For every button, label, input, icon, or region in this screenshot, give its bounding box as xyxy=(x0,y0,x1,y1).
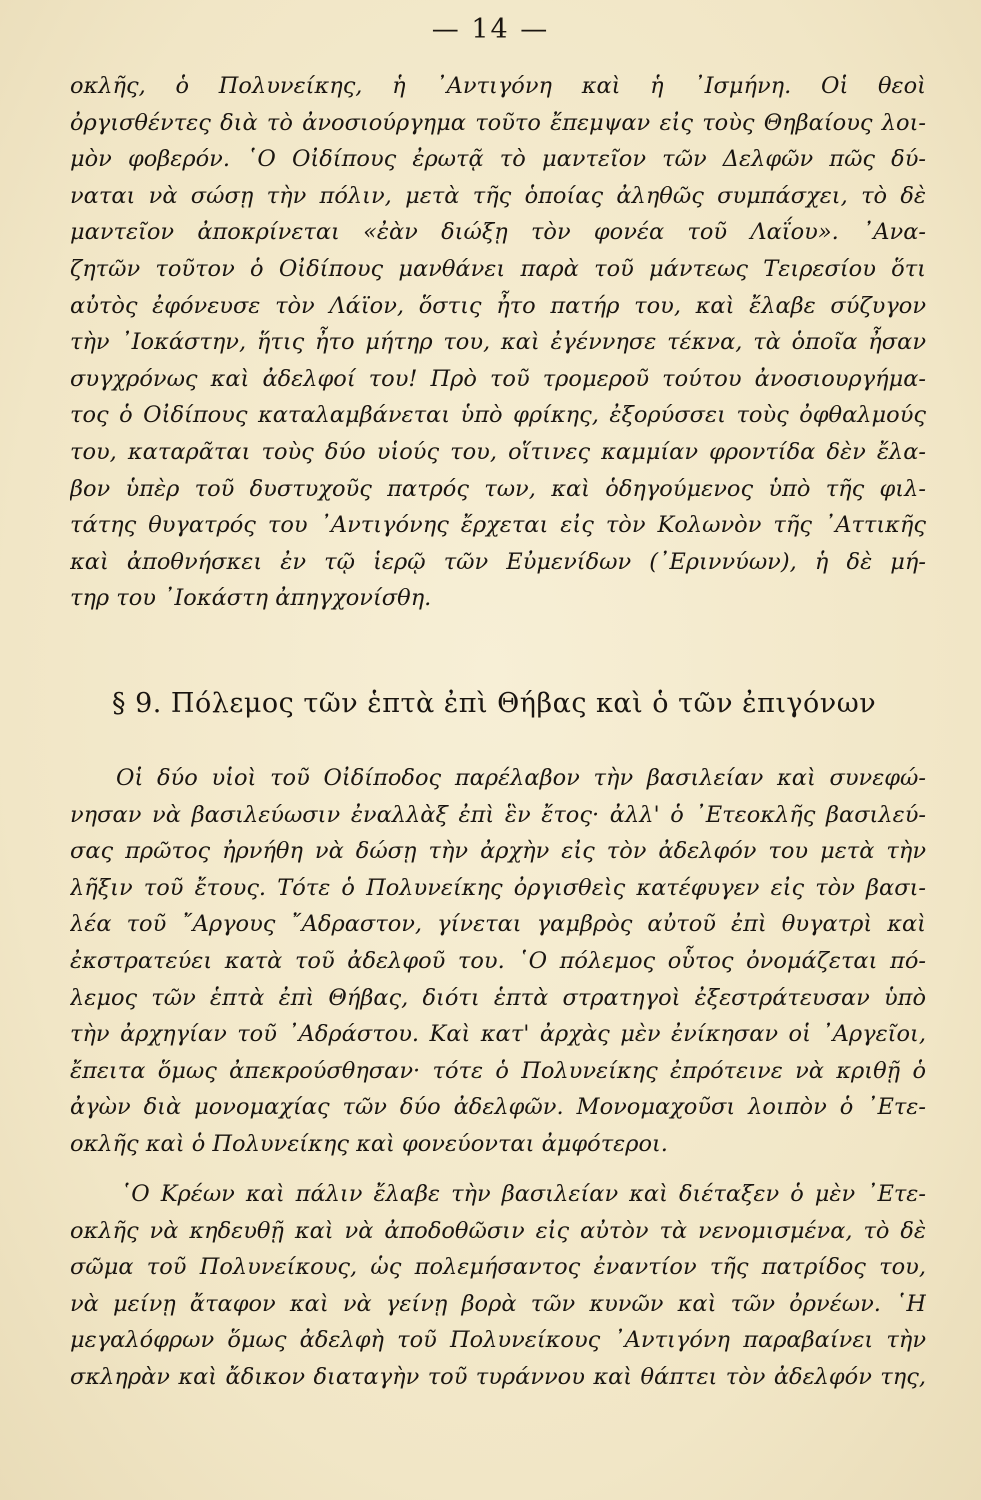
text-line: λῆξιν τοῦ ἔτους. Τότε ὁ Πολυνείκης ὀργισθεὶς κατέφυγεν εἰς τὸν βασι- xyxy=(70,874,926,901)
paragraph-seven-against-thebes xyxy=(70,797,926,1163)
text-line: καὶ ἀποθνήσκει ἐν τῷ ἱερῷ τῶν Εὐμενίδων (᾿Εριννύων), ἡ δὲ μή- xyxy=(70,548,926,575)
text-line: σκληρὰν καὶ ἄδικον διαταγὴν τοῦ τυράννου καὶ θάπτει τὸν ἀδελφόν της, xyxy=(70,1363,926,1390)
paragraph-creon-first-line xyxy=(120,1176,926,1213)
text-line: ἐκστρατεύει κατὰ τοῦ ἀδελφοῦ του. ῾Ο πόλεμος οὗτος ὀνομάζεται πό- xyxy=(70,947,926,974)
text-line: ἀγὼν διὰ μονομαχίας τῶν δύο ἀδελφῶν. Μονομαχοῦσι λοιπὸν ὁ ᾿Ετε- xyxy=(70,1094,926,1121)
text-line: μαντεῖον ἀποκρίνεται «ἐὰν διώξῃ τὸν φονέα τοῦ Λαΐου». ᾿Ανα- xyxy=(70,219,926,246)
text-line: τάτης θυγατρός του ᾿Αντιγόνης ἔρχεται εἰς τὸν Κολωνὸν τῆς ᾿Αττικῆς xyxy=(70,512,926,539)
text-line: νησαν νὰ βασιλεύωσιν ἐναλλὰξ ἐπὶ ἓν ἔτος· ἀλλ' ὁ ᾿Ετεοκλῆς βασιλεύ- xyxy=(70,801,926,828)
text-line: νὰ μείνῃ ἄταφον καὶ νὰ γείνῃ βορὰ τῶν κυνῶν καὶ τῶν ὀρνέων. ῾Η xyxy=(70,1290,926,1317)
text-line: αὐτὸς ἐφόνευσε τὸν Λάϊον, ὅστις ἦτο πατήρ του, καὶ ἔλαβε σύζυγον xyxy=(70,292,926,319)
text-line: τὴν ἀρχηγίαν τοῦ ᾿Αδράστου. Καὶ κατ' ἀρχὰς μὲν ἐνίκησαν οἱ ᾿Αργεῖοι, xyxy=(70,1021,926,1048)
text-line: ἔπειτα ὅμως ἀπεκρούσθησαν· τότε ὁ Πολυνείκης ἐπρότεινε νὰ κριθῇ ὁ xyxy=(70,1057,926,1084)
text-line: ζητῶν τοῦτον ὁ Οἰδίπους μανθάνει παρὰ τοῦ μάντεως Τειρεσίου ὅτι xyxy=(70,255,926,282)
text-line: Οἱ δύο υἱοὶ τοῦ Οἰδίποδος παρέλαβον τὴν βασιλείαν καὶ συνεφώ- xyxy=(116,765,926,791)
text-line: λεμος τῶν ἑπτὰ ἐπὶ Θήβας, διότι ἑπτὰ στρατηγοὶ ἐξεστράτευσαν ὑπὸ xyxy=(70,984,926,1011)
text-line: τος ὁ Οἰδίπους καταλαμβάνεται ὑπὸ φρίκης, ἐξορύσσει τοὺς ὀφθαλμούς xyxy=(70,402,926,429)
text-line: οκλῆς, ὁ Πολυνείκης, ἡ ᾿Αντιγόνη καὶ ἡ ᾿Ισμήνη. Οἱ θεοὶ xyxy=(70,73,926,99)
text-line: βον ὑπὲρ τοῦ δυστυχοῦς πατρός των, καὶ ὁδηγούμενος ὑπὸ τῆς φιλ- xyxy=(70,475,926,502)
text-line: λέα τοῦ ῎Αργους ῎Αδραστον, γίνεται γαμβρὸς αὐτοῦ ἐπὶ θυγατρὶ καὶ xyxy=(70,911,926,938)
paragraph-oedipus xyxy=(70,68,926,617)
section-heading: § 9. Πόλεμος τῶν ἑπτὰ ἐπὶ Θήβας καὶ ὁ τῶν ἐπιγόνων xyxy=(112,688,877,719)
text-line: οκλῆς καὶ ὁ Πολυνείκης καὶ φονεύονται ἀμφότεροι. xyxy=(70,1130,668,1157)
text-line: ὀργισθέντες διὰ τὸ ἀνοσιούργημα τοῦτο ἔπεμψαν εἰς τοὺς Θηβαίους λοι- xyxy=(70,109,926,136)
text-line: ναται νὰ σώσῃ τὴν πόλιν, μετὰ τῆς ὁποίας ἀληθῶς συμπάσχει, τὸ δὲ xyxy=(70,182,926,209)
text-line: ῾Ο Κρέων καὶ πάλιν ἔλαβε τὴν βασιλείαν καὶ διέταξεν ὁ μὲν ᾿Ετε- xyxy=(120,1181,926,1207)
text-line: οκλῆς νὰ κηδευθῇ καὶ νὰ ἀποδοθῶσιν εἰς αὐτὸν τὰ νενομισμένα, τὸ δὲ xyxy=(70,1217,926,1244)
text-line: σῶμα τοῦ Πολυνείκους, ὡς πολεμήσαντος ἐναντίον τῆς πατρίδος του, xyxy=(70,1254,926,1281)
text-line: μεγαλόφρων ὅμως ἀδελφὴ τοῦ Πολυνείκους ᾿Αντιγόνη παραβαίνει τὴν xyxy=(70,1327,926,1354)
text-line: συγχρόνως καὶ ἀδελφοί του! Πρὸ τοῦ τρομεροῦ τούτου ἀνοσιουργήμα- xyxy=(70,365,926,392)
text-line: μὸν φοβερόν. ῾Ο Οἰδίπους ἐρωτᾷ τὸ μαντεῖον τῶν Δελφῶν πῶς δύ- xyxy=(70,146,926,173)
text-line: τὴν ᾿Ιοκάστην, ἥτις ἦτο μήτηρ του, καὶ ἐγέννησε τέκνα, τὰ ὁποῖα ἦσαν xyxy=(70,329,926,356)
paragraph-creon-antigone xyxy=(70,1213,926,1396)
text-line: σας πρῶτος ἠρνήθη νὰ δώσῃ τὴν ἀρχὴν εἰς τὸν ἀδελφόν του μετὰ τὴν xyxy=(70,838,926,865)
page-number: — 14 — xyxy=(431,14,550,45)
paragraph-seven-first-line xyxy=(116,760,926,797)
text-line: τηρ του ᾿Ιοκάστη ἀπηγχονίσθη. xyxy=(70,585,432,612)
text-line: του, καταρᾶται τοὺς δύο υἱούς του, οἵτινες καμμίαν φροντίδα δὲν ἔλα- xyxy=(70,438,926,465)
